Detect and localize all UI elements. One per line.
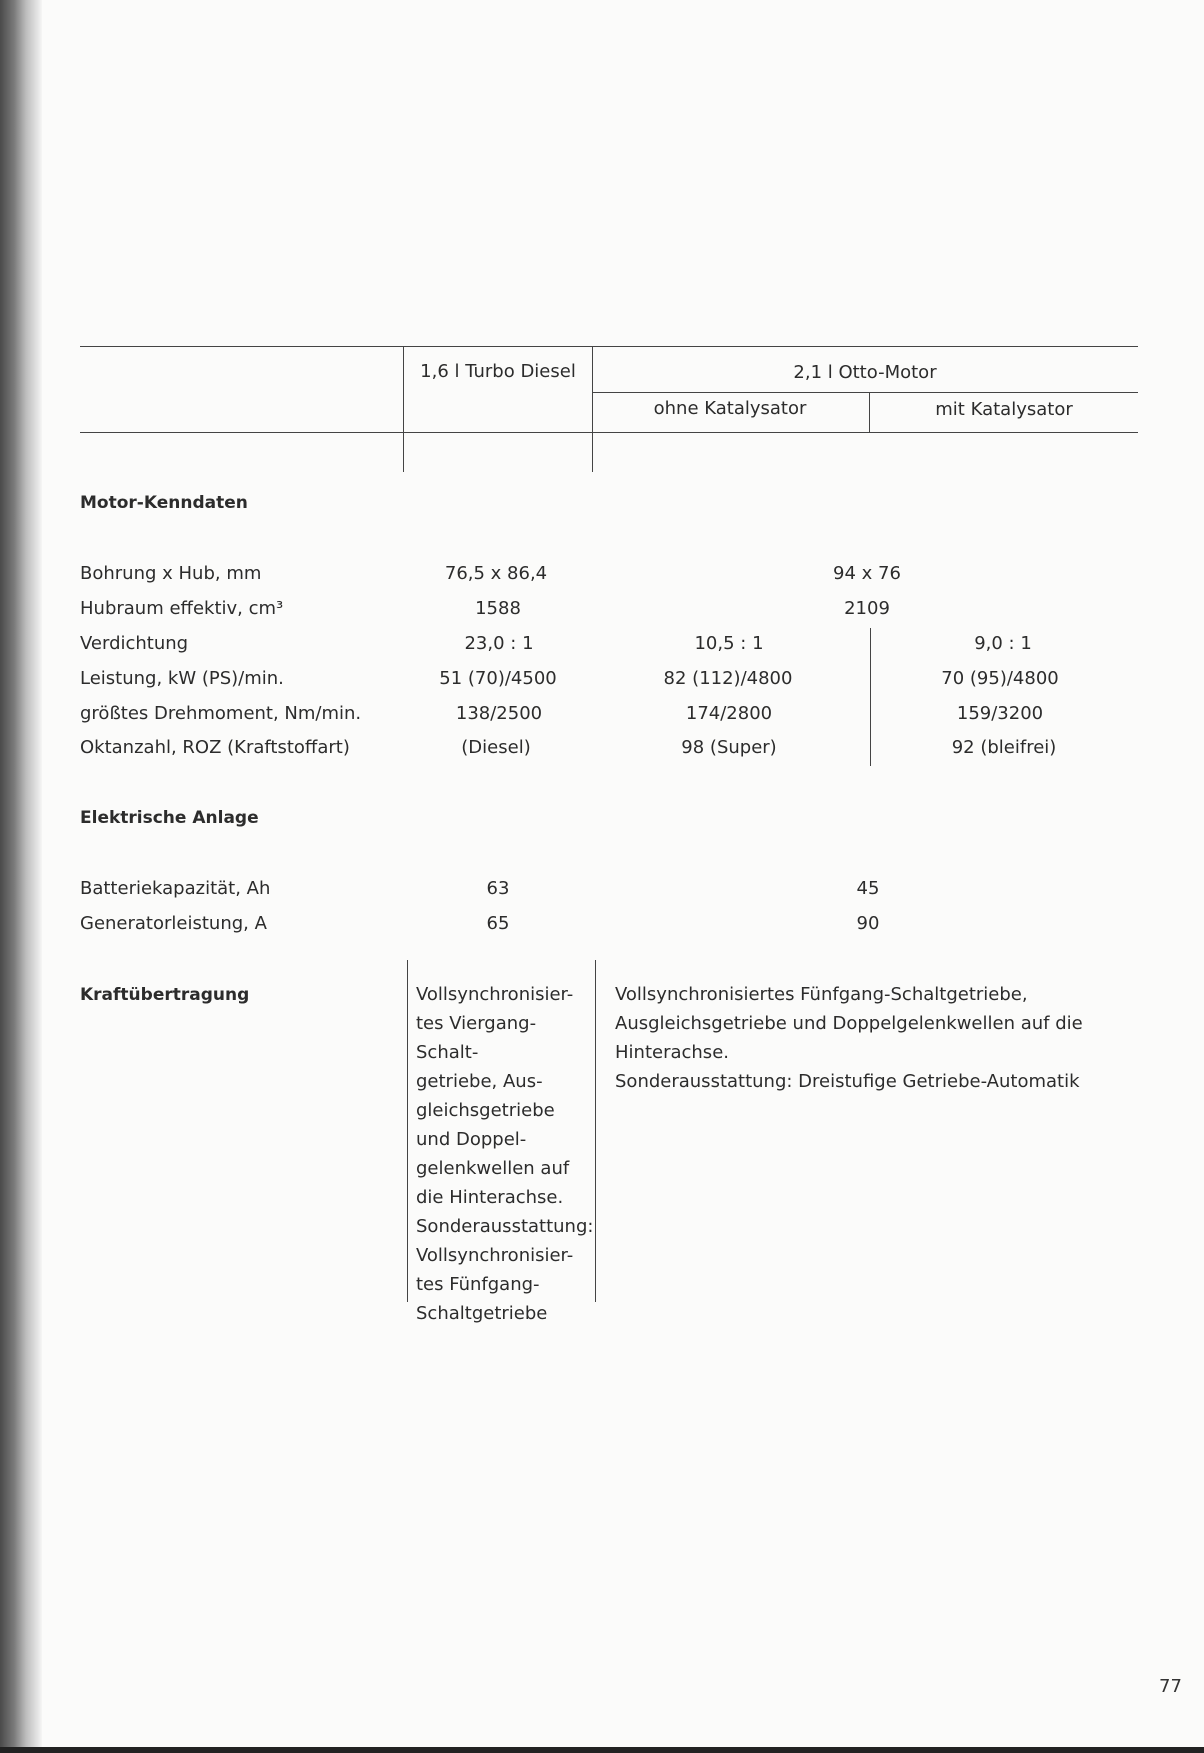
row-label: Batteriekapazität, Ah — [80, 878, 271, 899]
page-number: 77 — [1159, 1676, 1182, 1697]
cell-ohne-katalysator: 98 (Super) — [681, 737, 777, 758]
cell-mit-katalysator: 70 (95)/4800 — [941, 668, 1059, 689]
header-otto: 2,1 l Otto-Motor — [793, 362, 937, 383]
kraft-diesel-text: Vollsynchronisier- tes Viergang-Schalt- getriebe, Aus- gleichsgetriebe und Doppel- gelenkwellen auf die Hinterachse. Sonderausstattung: Vollsynchronisier- tes Fünfgang- Schaltgetriebe — [416, 984, 594, 1324]
column-divider-kraft-right — [595, 960, 596, 1302]
cell-ohne-katalysator: 10,5 : 1 — [694, 633, 764, 654]
cell-diesel: 63 — [486, 878, 510, 899]
row-label: Verdichtung — [80, 633, 189, 654]
header-ohne-katalysator: ohne Katalysator — [653, 398, 807, 419]
row-label: größtes Drehmoment, Nm/min. — [80, 703, 362, 724]
cell-diesel: 51 (70)/4500 — [439, 668, 557, 689]
cell-ohne-katalysator: 174/2800 — [685, 703, 773, 724]
cell-diesel: 76,5 x 86,4 — [444, 563, 548, 584]
cell-diesel: (Diesel) — [461, 737, 531, 758]
cell-diesel: 23,0 : 1 — [464, 633, 534, 654]
row-label: Bohrung x Hub, mm — [80, 563, 262, 584]
column-divider-katalysator — [869, 392, 870, 432]
section-heading-kraft: Kraftübertragung — [80, 985, 250, 1005]
row-label — [80, 598, 283, 620]
column-divider-katalysator-data — [870, 628, 871, 766]
header-subdivision-rule — [592, 392, 1138, 393]
cell-diesel: 138/2500 — [455, 703, 543, 724]
table-top-rule — [80, 346, 1138, 347]
kraft-otto-text: Vollsynchronisiertes Fünfgang-Schaltgetriebe, Ausgleichsgetriebe und Doppelgelenkwellen auf die Hinterachse. Sonderausstattung: Dreistufige Getriebe-Automatik — [615, 984, 1083, 1092]
cell-diesel: 1588 — [475, 598, 521, 619]
row-label: Generatorleistung, A — [80, 913, 267, 934]
cell-otto: 45 — [856, 878, 880, 899]
cell-otto: 94 x 76 — [833, 563, 901, 584]
column-divider-diesel-left — [403, 346, 404, 472]
section-heading-elektrik: Elektrische Anlage — [80, 808, 259, 828]
cell-diesel: 65 — [486, 913, 510, 934]
cell-otto: 2109 — [844, 598, 890, 619]
section-heading-motor: Motor-Kenndaten — [80, 493, 248, 513]
header-bottom-rule — [80, 432, 1138, 433]
header-diesel: 1,6 l Turbo Diesel — [420, 361, 576, 382]
scan-edge-shadow — [0, 0, 42, 1753]
row-label-text: Hubraum effektiv, cm³ — [80, 598, 284, 619]
row-label: Leistung, kW (PS)/min. — [80, 668, 284, 689]
column-divider-diesel-right — [592, 346, 593, 472]
scan-edge-bottom — [0, 1747, 1204, 1753]
cell-otto: 90 — [856, 913, 880, 934]
header-mit-katalysator: mit Katalysator — [935, 399, 1073, 420]
cell-ohne-katalysator: 82 (112)/4800 — [663, 668, 793, 689]
column-divider-kraft-left — [407, 960, 408, 1302]
cell-mit-katalysator: 9,0 : 1 — [974, 633, 1032, 654]
cell-mit-katalysator: 92 (bleifrei) — [951, 737, 1057, 758]
row-label: Oktanzahl, ROZ (Kraftstoffart) — [80, 737, 350, 758]
cell-mit-katalysator: 159/3200 — [956, 703, 1044, 724]
